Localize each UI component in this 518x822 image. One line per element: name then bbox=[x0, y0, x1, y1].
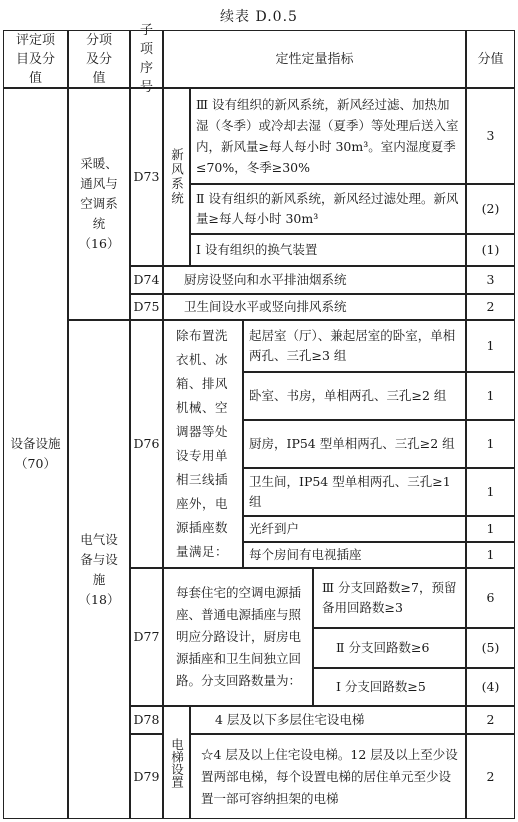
d76-code: D76 bbox=[130, 320, 163, 568]
d73-opt-1-score: (1) bbox=[466, 234, 515, 266]
hvac-label: 采暖、通风与空调系统 bbox=[80, 156, 118, 231]
d74-text: 厨房设竖向和水平排油烟系统 bbox=[163, 266, 466, 294]
d75-code: D75 bbox=[130, 294, 163, 320]
d77-code: D77 bbox=[130, 568, 163, 706]
d76-row-3-score: 1 bbox=[466, 420, 515, 468]
d79-text: ☆4 层及以上住宅设电梯。12 层及以上至少设置两部电梯，每个设置电梯的居住单元至少设置一部可容纳担架的电梯 bbox=[190, 734, 466, 819]
d76-row-6: 每个房间有电视插座 bbox=[243, 542, 466, 568]
elec-cell bbox=[68, 320, 130, 819]
elevator-group bbox=[163, 706, 190, 819]
d76-row-6-score: 1 bbox=[466, 542, 515, 568]
d74-code: D74 bbox=[130, 266, 163, 294]
d76-group: 除布置洗衣机、冰箱、排风机械、空调器等处设专用单相三线插座外，电源插座数量满足： bbox=[163, 320, 243, 568]
d75-score: 2 bbox=[466, 294, 515, 320]
elevator-group-label: 电梯设置 bbox=[169, 737, 185, 788]
table-caption: 续表 D.0.5 bbox=[220, 9, 298, 25]
d73-opt-3-score: 3 bbox=[466, 88, 515, 184]
d73-group bbox=[163, 88, 190, 266]
d79-score: 2 bbox=[466, 734, 515, 819]
d73-opt-3: Ⅲ 设有组织的新风系统，新风经过滤、加热加湿（冬季）或冷却去湿（夏季）等处理后送入室内，新风量≥每人每小时 30m³。室内湿度夏季≤70%，冬季≥30% bbox=[190, 88, 466, 184]
d76-row-3: 厨房，IP54 型单相两孔、三孔≥2 组 bbox=[243, 420, 466, 468]
d73-opt-2: Ⅱ 设有组织的新风系统，新风经过滤处理。新风量≥每人每小时 30m³ bbox=[190, 184, 466, 234]
item-cell bbox=[3, 88, 68, 819]
d77-group: 每套住宅的空调电源插座、普通电源插座与照明应分路设计，厨房电源插座和卫生间独立回路。分支回路数量为： bbox=[163, 568, 313, 706]
d78-text: 4 层及以下多层住宅设电梯 bbox=[190, 706, 466, 734]
header-subitem: 分项及分值 bbox=[68, 30, 130, 88]
item-label: 设备设施 bbox=[10, 435, 61, 451]
d76-row-4-score: 1 bbox=[466, 468, 515, 516]
header-code: 子项序号 bbox=[130, 30, 163, 88]
d77-opt-3: Ⅲ 分支回路数≥7，预留备用回路数≥3 bbox=[313, 568, 466, 628]
d74-score: 3 bbox=[466, 266, 515, 294]
d76-row-4: 卫生间，IP54 型单相两孔、三孔≥1 组 bbox=[243, 468, 466, 516]
d76-row-5: 光纤到户 bbox=[243, 516, 466, 542]
d79-code: D79 bbox=[130, 734, 163, 819]
d75-text: 卫生间设水平或竖向排风系统 bbox=[163, 294, 466, 320]
d73-opt-2-score: (2) bbox=[466, 184, 515, 234]
d77-opt-2-score: (5) bbox=[466, 628, 515, 668]
d73-group-label: 新风系统 bbox=[169, 148, 185, 206]
d73-code: D73 bbox=[130, 88, 163, 266]
header-item: 评定项目及分值 bbox=[3, 30, 68, 88]
d77-opt-3-score: 6 bbox=[466, 568, 515, 628]
d76-row-1-score: 1 bbox=[466, 320, 515, 372]
d76-row-2: 卧室、书房，单相两孔、三孔≥2 组 bbox=[243, 372, 466, 420]
d76-row-1: 起居室（厅）、兼起居室的卧室，单相两孔、三孔≥3 组 bbox=[243, 320, 466, 372]
d77-opt-2: Ⅱ 分支回路数≥6 bbox=[313, 628, 466, 668]
d78-code: D78 bbox=[130, 706, 163, 734]
d73-opt-1: Ⅰ 设有组织的换气装置 bbox=[190, 234, 466, 266]
d77-opt-1: Ⅰ 分支回路数≥5 bbox=[313, 668, 466, 706]
hvac-points: （16） bbox=[78, 236, 120, 251]
header-indicator: 定性定量指标 bbox=[163, 30, 466, 88]
elec-label: 电气设备与设施 bbox=[80, 531, 118, 587]
hvac-cell bbox=[68, 88, 130, 320]
d76-row-5-score: 1 bbox=[466, 516, 515, 542]
item-points: （70） bbox=[15, 455, 56, 471]
d77-opt-1-score: (4) bbox=[466, 668, 515, 706]
d78-score: 2 bbox=[466, 706, 515, 734]
d76-row-2-score: 1 bbox=[466, 372, 515, 420]
elec-points: （18） bbox=[78, 591, 120, 607]
header-score: 分值 bbox=[466, 30, 515, 88]
